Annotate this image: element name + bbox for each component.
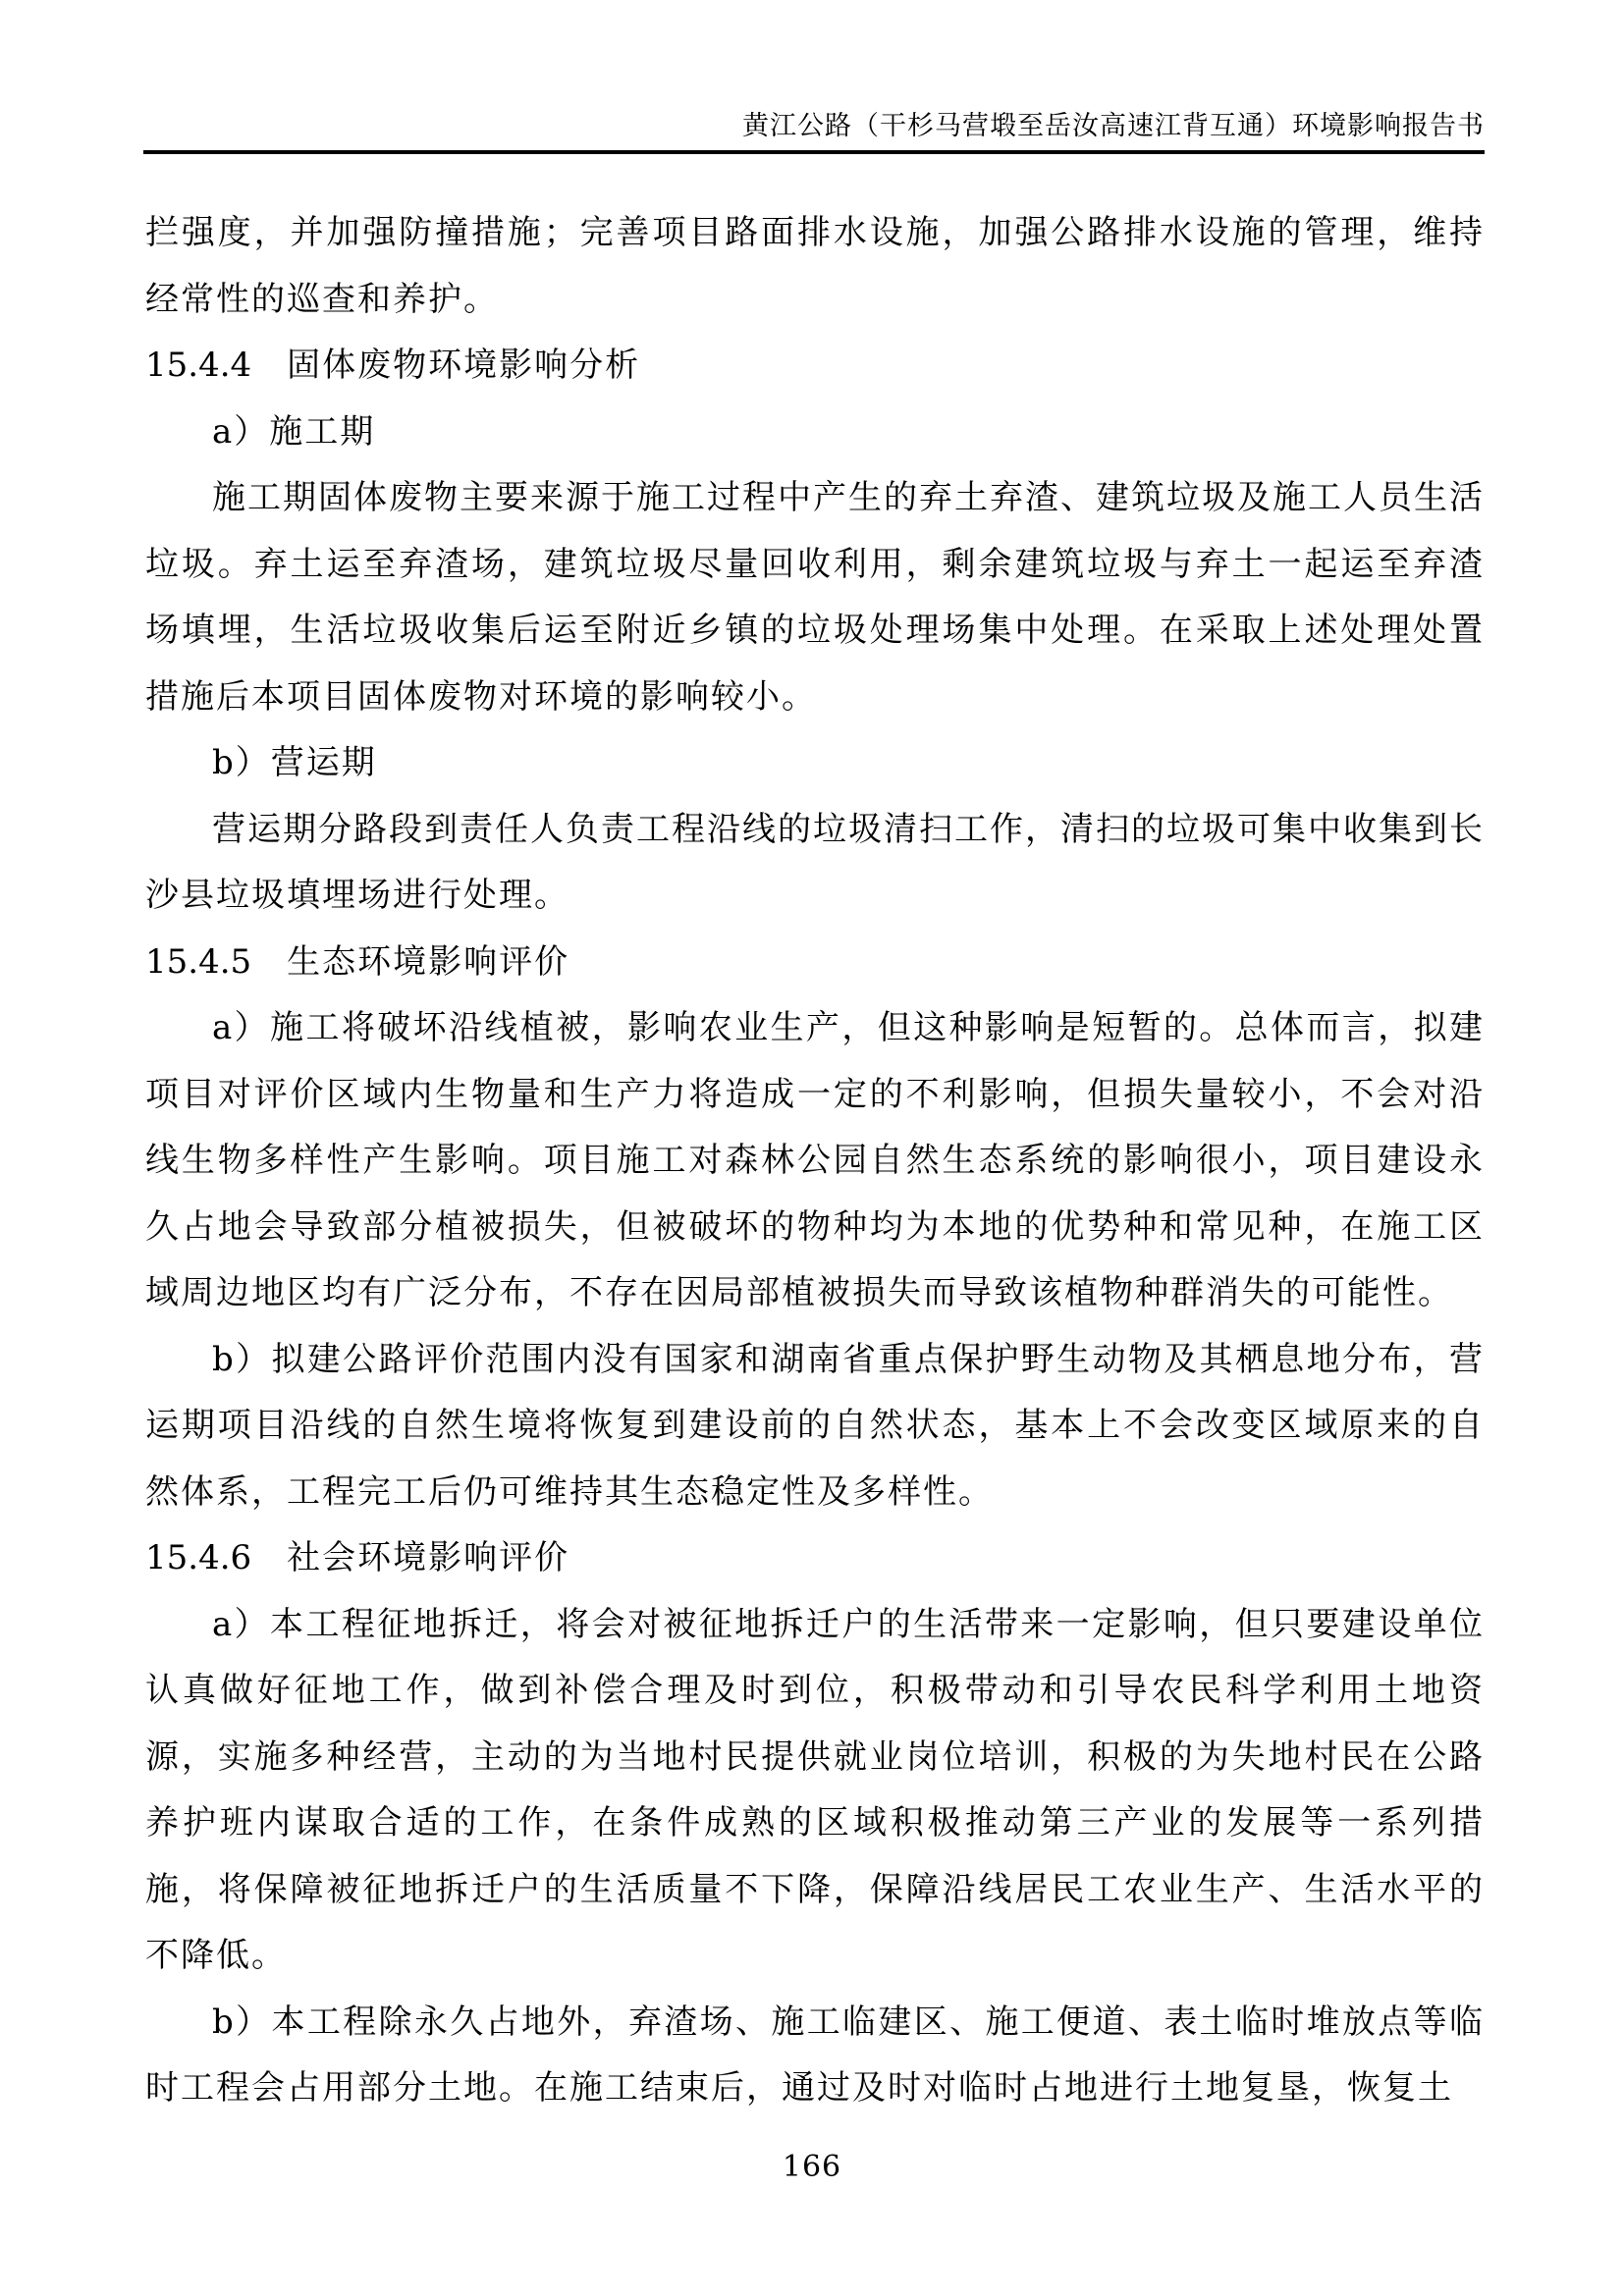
page-header <box>143 104 1485 154</box>
paragraph: b）拟建公路评价范围内没有国家和湖南省重点保护野生动物及其栖息地分布，营运期项目沿线的自然生境将恢复到建设前的自然状态，基本上不会改变区域原来的自然体系，工程完工后仍可维持其生态稳定性及多样性。 <box>145 1339 1485 1512</box>
paragraph: a）施工期 <box>212 411 376 452</box>
paragraph-continued: 拦强度，并加强防撞措施；完善项目路面排水设施，加强公路排水设施的管理，维持经常性的巡查和养护。 <box>145 213 1485 319</box>
document-body <box>145 200 1485 2122</box>
section-heading-15-4-4 <box>145 333 1485 400</box>
paragraph: b）营运期 <box>212 743 377 782</box>
section-title: 固体废物环境影响分析 <box>287 346 641 385</box>
paragraph: b）本工程除永久占地外，弃渣场、施工临建区、施工便道、表土临时堆放点等临时工程会占用部分土地。在施工结束后，通过及时对临时占地进行土地复垦，恢复土 <box>145 2002 1485 2108</box>
section-title: 生态环境影响评价 <box>287 941 570 982</box>
section-heading-15-4-6 <box>145 1525 1485 1592</box>
page-footer <box>0 2150 1624 2184</box>
paragraph: 施工期固体废物主要来源于施工过程中产生的弃土弃渣、建筑垃圾及施工人员生活垃圾。弃土运至弃渣场，建筑垃圾尽量回收利用，剩余建筑垃圾与弃土一起运至弃渣场填埋，生活垃圾收集后运至附近乡镇的垃圾处理场集中处理。在采取上述处理处置措施后本项目固体废物对环境的影响较小。 <box>145 478 1485 717</box>
section-number: 15.4.6 <box>145 1538 252 1577</box>
section-heading-15-4-5 <box>145 930 1485 996</box>
paragraph: a）施工将破坏沿线植被，影响农业生产，但这种影响是短暂的。总体而言，拟建项目对评价区域内生物量和生产力将造成一定的不利影响，但损失量较小，不会对沿线生物多样性产生影响。项目施工对森林公园自然生态系统的影响很小，项目建设永久占地会导致部分植被损失，但被破坏的物种均为本地的优势种和常见种，在施工区域周边地区均有广泛分布，不存在因局部植被损失而导致该植物种群消失的可能性。 <box>145 1008 1485 1312</box>
page-number: 166 <box>782 2150 842 2184</box>
paragraph: a）本工程征地拆迁，将会对被征地拆迁户的生活带来一定影响，但只要建设单位认真做好征地工作，做到补偿合理及时到位，积极带动和引导农民科学利用土地资源，实施多种经营，主动的为当地村民提供就业岗位培训，积极的为失地村民在公路养护班内谋取合适的工作，在条件成熟的区域积极推动第三产业的发展等一系列措施，将保障被征地拆迁户的生活质量不下降，保障沿线居民工农业生产、生活水平的不降低。 <box>145 1604 1485 1975</box>
section-title: 社会环境影响评价 <box>287 1538 570 1577</box>
section-number: 15.4.5 <box>145 941 252 982</box>
section-number: 15.4.4 <box>145 346 252 385</box>
paragraph: 营运期分路段到责任人负责工程沿线的垃圾清扫工作，清扫的垃圾可集中收集到长沙县垃圾填埋场进行处理。 <box>145 809 1485 915</box>
report-title: 黄江公路（干杉马营塅至岳汝高速江背互通）环境影响报告书 <box>742 111 1485 141</box>
